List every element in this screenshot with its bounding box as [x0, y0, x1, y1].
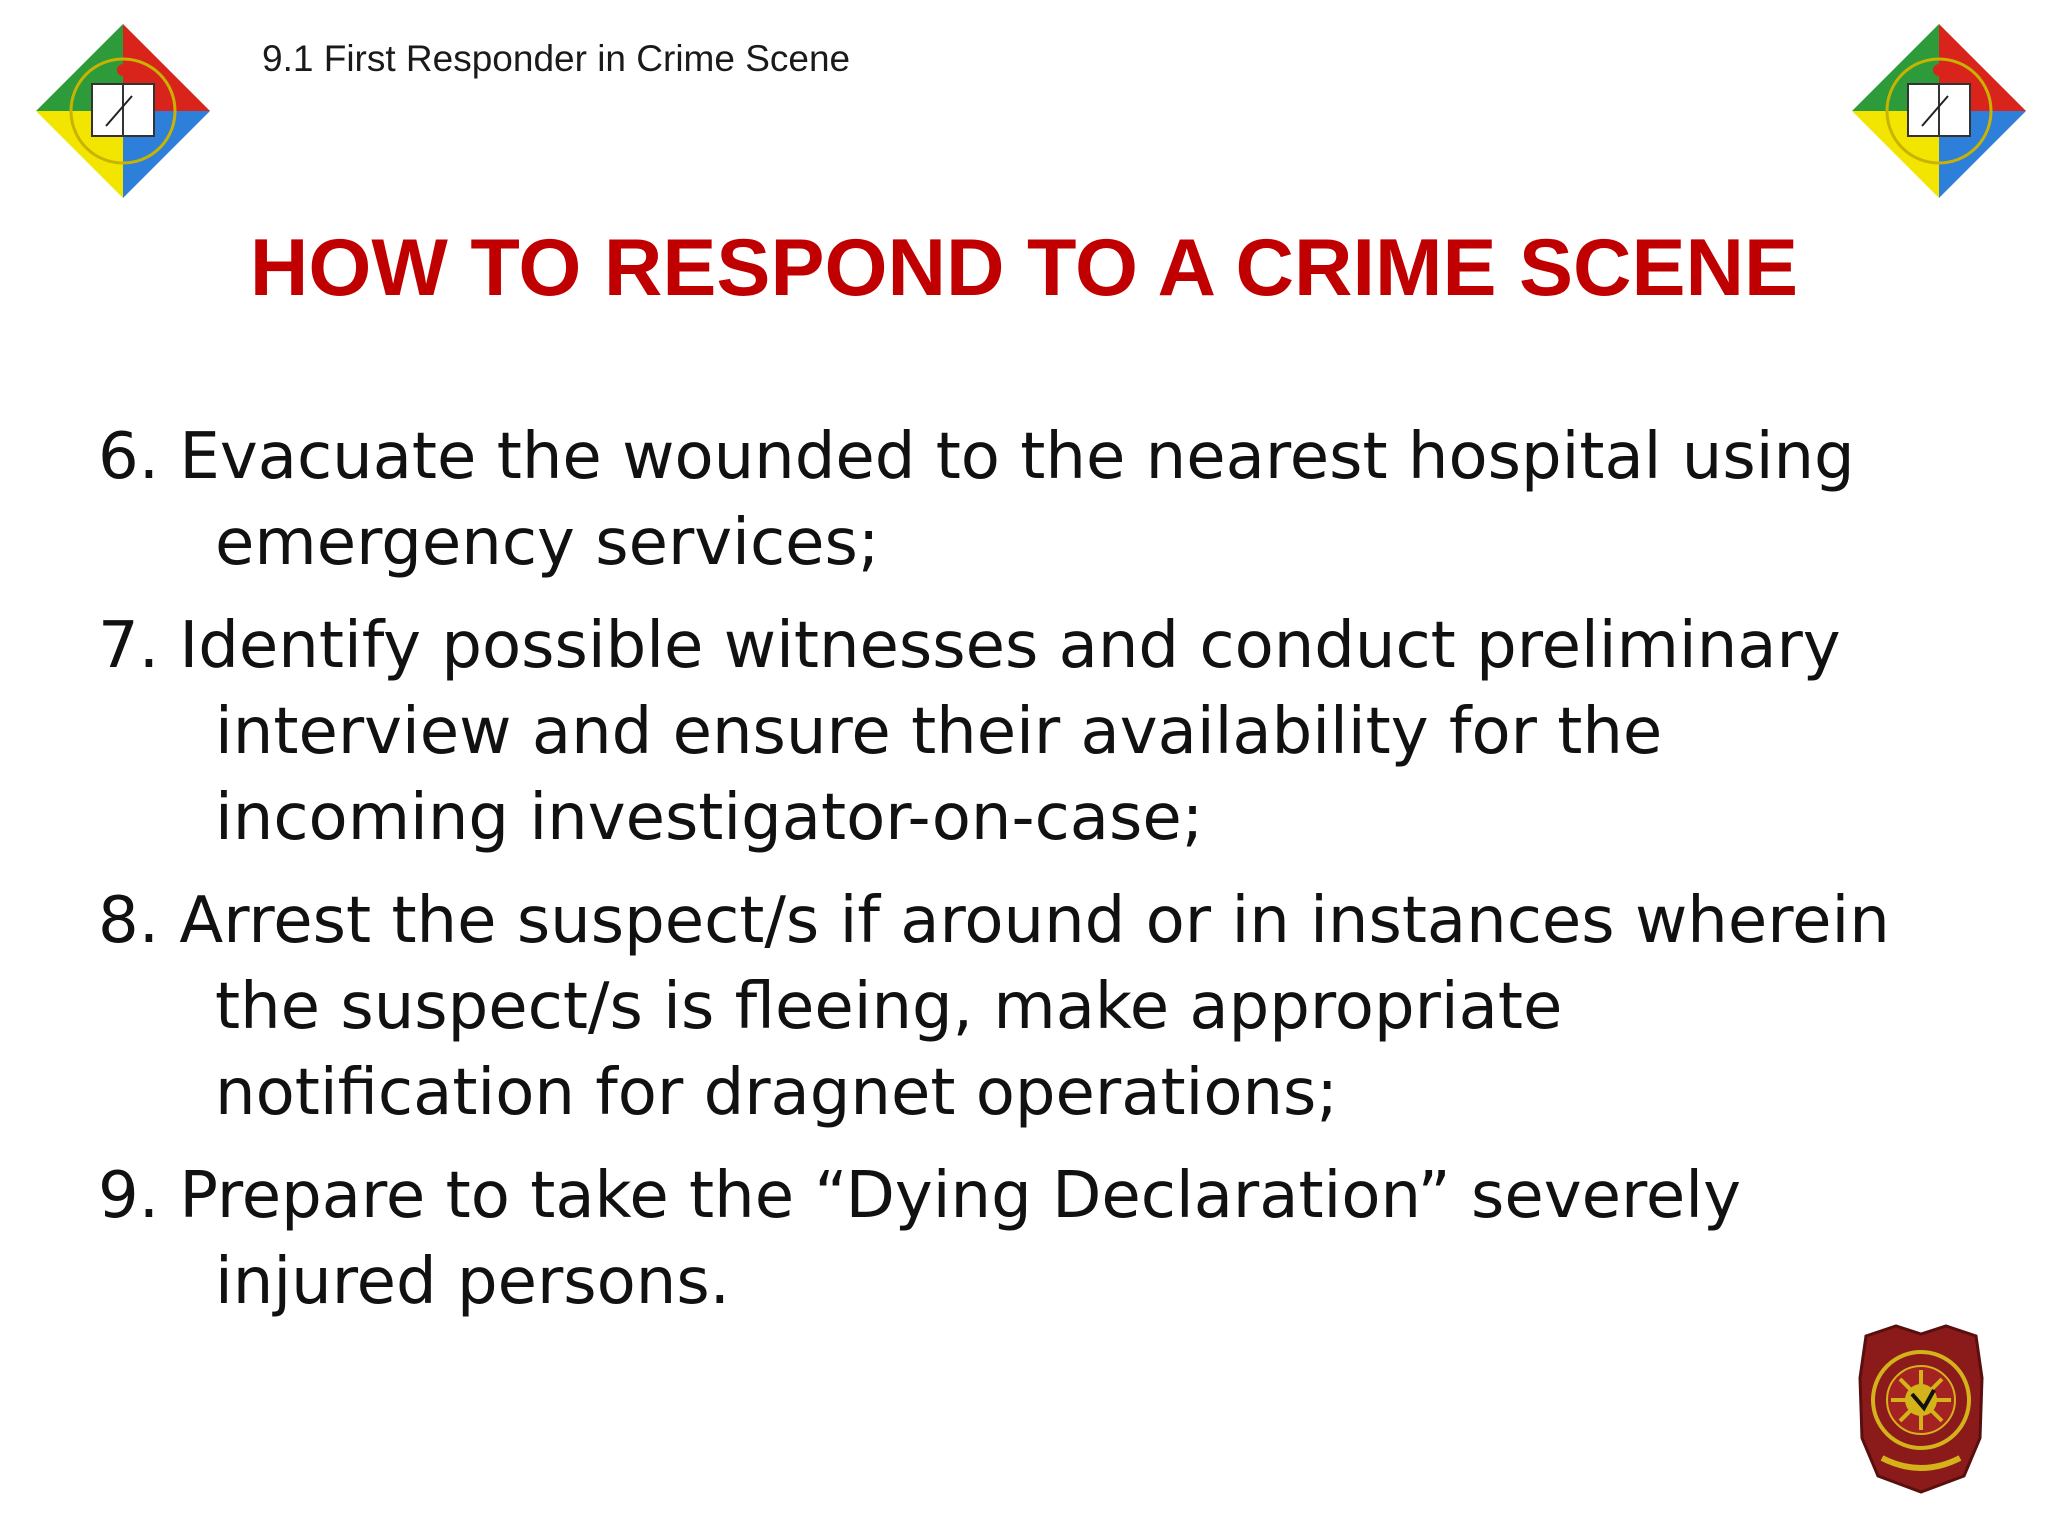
slide-title: HOW TO RESPOND TO A CRIME SCENE: [249, 223, 1799, 313]
list-item: [98, 878, 1928, 1136]
police-seal-icon: [1852, 1318, 1990, 1496]
list-item: [98, 603, 1928, 861]
right-diamond-logo: [1850, 22, 2028, 200]
item-text: Evacuate the wounded to the nearest hospital using emergency services;: [179, 420, 1855, 580]
item-text: Arrest the suspect/s if around or in instances wherein the suspect/s is fleeing, make appropriate notification for dragnet operations;: [179, 884, 1890, 1130]
item-text: Identify possible witnesses and conduct preliminary interview and ensure their availability for the incoming investigator-on-case;: [179, 609, 1841, 855]
steps-list: [98, 414, 1928, 1342]
item-number: 7.: [98, 609, 160, 683]
item-number: 9.: [98, 1159, 160, 1233]
left-diamond-logo: [34, 22, 212, 200]
item-text: Prepare to take the “Dying Declaration” severely injured persons.: [179, 1159, 1741, 1319]
section-header: 9.1 First Responder in Crime Scene: [262, 38, 851, 79]
item-number: 8.: [98, 884, 160, 958]
list-item: [98, 414, 1928, 586]
list-item: [98, 1153, 1928, 1325]
item-number: 6.: [98, 420, 160, 494]
